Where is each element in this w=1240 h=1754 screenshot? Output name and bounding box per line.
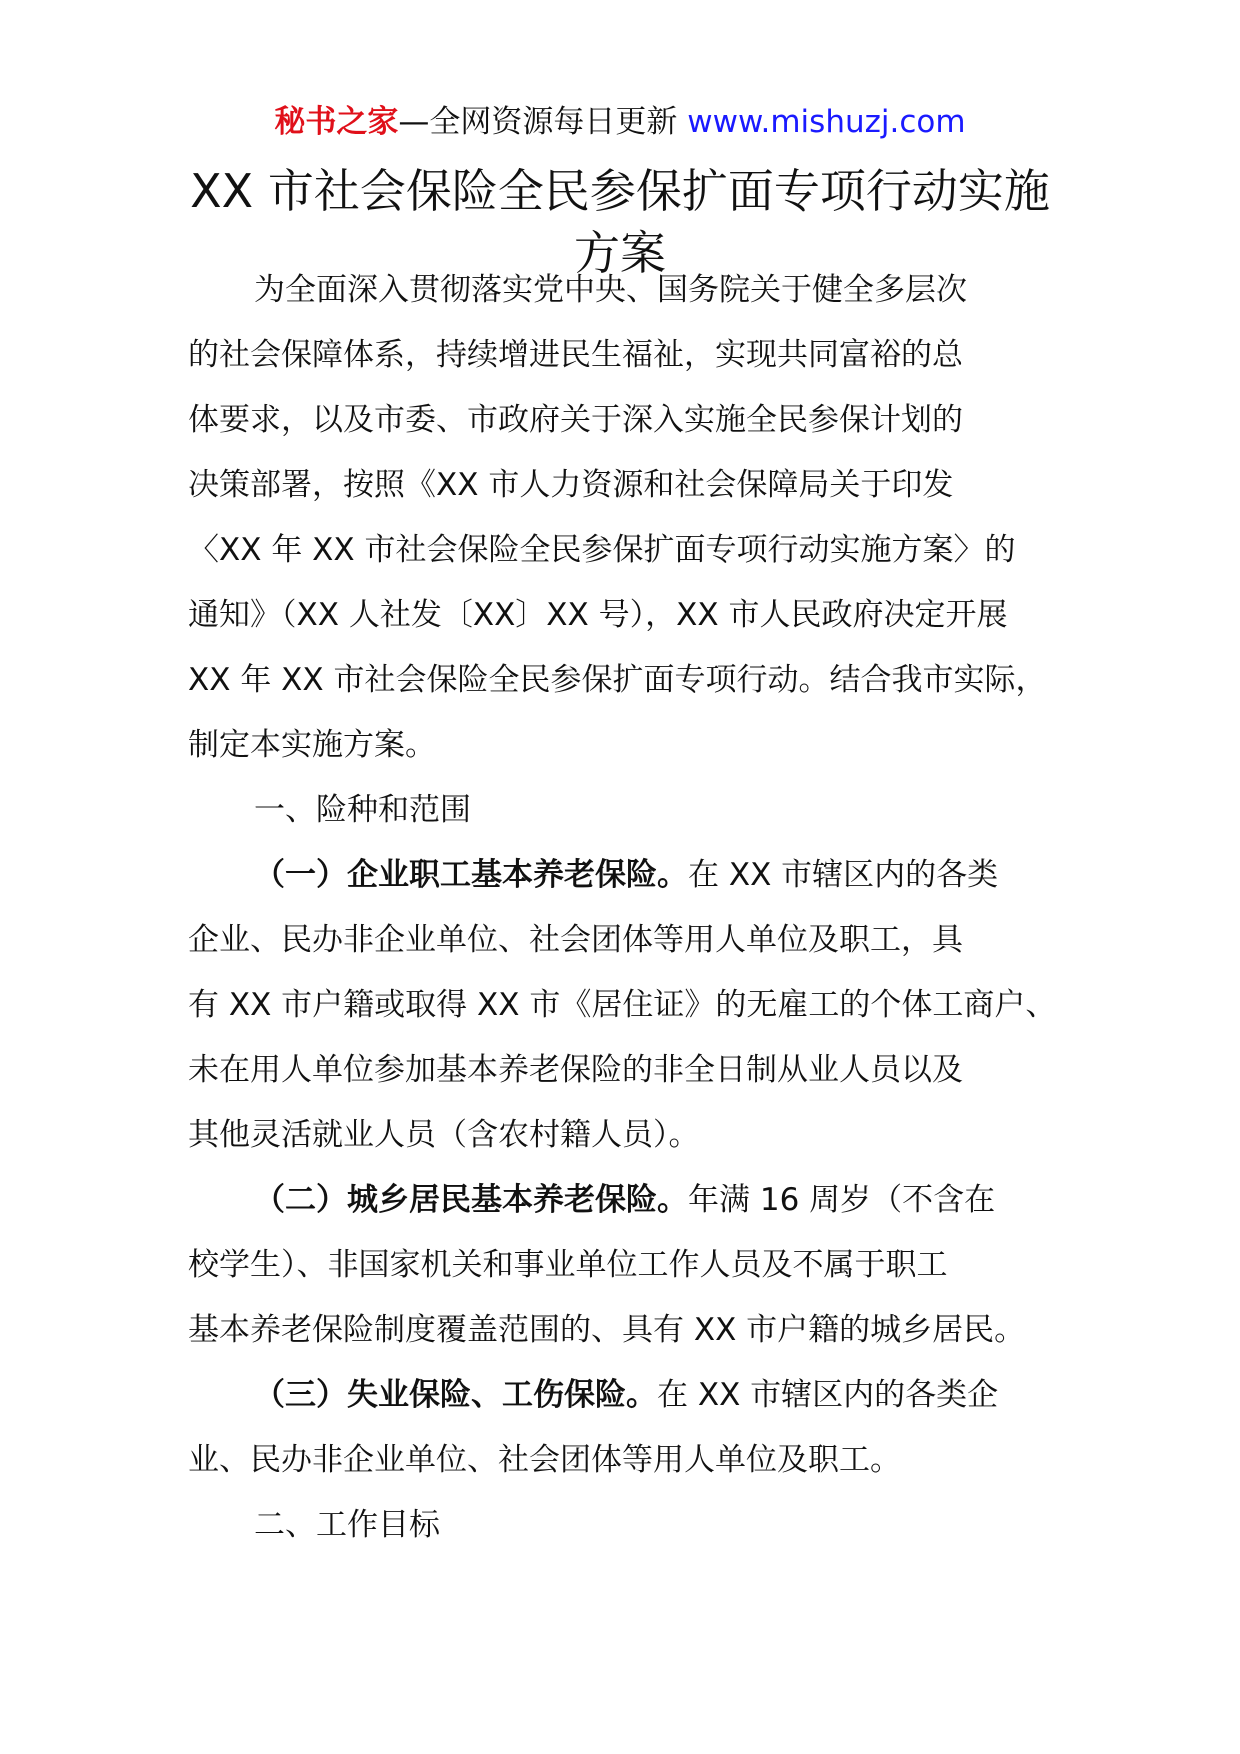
item-3-heading: （三）失业保险、工伤保险。 — [254, 1377, 657, 1413]
intro-line: 体要求，以及市委、市政府关于深入实施全民参保计划的 — [188, 402, 963, 438]
item-3-first-line — [188, 1363, 1078, 1428]
item-2-heading: （二）城乡居民基本养老保险。 — [254, 1182, 688, 1218]
intro-line: 制定本实施方案。 — [188, 727, 436, 763]
intro-line: 通知》（XX 人社发〔XX〕XX 号），XX 市人民政府决定开展 — [188, 597, 1008, 633]
document-body — [188, 258, 1078, 1558]
intro-line: 的社会保障体系，持续增进民生福祉，实现共同富裕的总 — [188, 337, 963, 373]
item-1-heading: （一）企业职工基本养老保险。 — [254, 857, 688, 893]
brand-name: 秘书之家 — [274, 104, 399, 140]
item-2-text: 年满 16 周岁（不含在 — [688, 1182, 996, 1218]
item-3-line: 业、民办非企业单位、社会团体等用人单位及职工。 — [188, 1442, 901, 1478]
banner-tagline: —全网资源每日更新 — [398, 104, 678, 140]
section-heading-2: 二、工作目标 — [254, 1507, 440, 1543]
item-1-line: 企业、民办非企业单位、社会团体等用人单位及职工，具 — [188, 922, 963, 958]
intro-line: 为全面深入贯彻落实党中央、国务院关于健全多层次 — [254, 272, 967, 308]
item-1-text: 在 XX 市辖区内的各类 — [688, 857, 999, 893]
section-heading-1: 一、险种和范围 — [254, 792, 471, 828]
intro-line: 〈XX 年 XX 市社会保险全民参保扩面专项行动实施方案〉的 — [188, 532, 1016, 568]
item-2-line: 校学生）、非国家机关和事业单位工作人员及不属于职工 — [188, 1247, 948, 1283]
item-2-line: 基本养老保险制度覆盖范围的、具有 XX 市户籍的城乡居民。 — [188, 1312, 1026, 1348]
intro-line: 决策部署，按照《XX 市人力资源和社会保障局关于印发 — [188, 467, 954, 503]
item-3-text: 在 XX 市辖区内的各类企 — [657, 1377, 999, 1413]
intro-line: XX 年 XX 市社会保险全民参保扩面专项行动。结合我市实际， — [188, 662, 1047, 698]
item-1-first-line — [188, 843, 1078, 908]
website-link[interactable]: www.mishuzj.com — [687, 104, 966, 140]
item-1-line: 未在用人单位参加基本养老保险的非全日制从业人员以及 — [188, 1052, 963, 1088]
title-line-2: 方案 — [574, 226, 666, 280]
header-banner — [0, 100, 1240, 144]
title-line-1: XX 市社会保险全民参保扩面专项行动实施 — [190, 164, 1050, 218]
item-2-first-line — [188, 1168, 1078, 1233]
item-1-line: 其他灵活就业人员（含农村籍人员）。 — [188, 1117, 700, 1153]
item-1-line: 有 XX 市户籍或取得 XX 市《居住证》的无雇工的个体工商户、 — [188, 987, 1057, 1023]
